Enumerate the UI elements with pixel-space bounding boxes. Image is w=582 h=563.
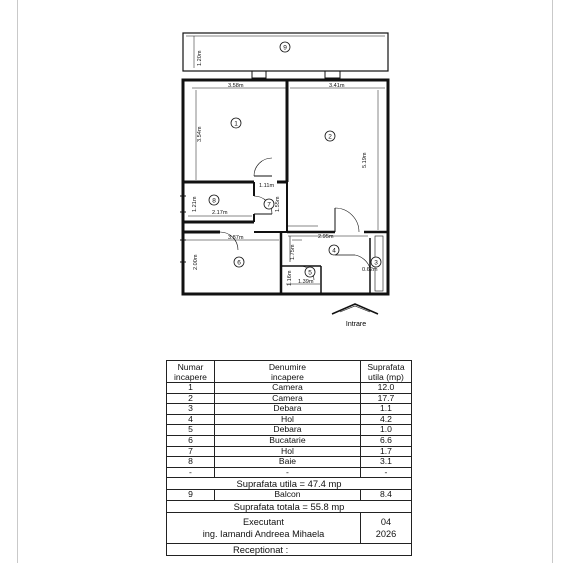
room-number-7: 7 (267, 201, 271, 209)
row-area: 4.2 (360, 414, 411, 425)
row-num: 4 (167, 414, 215, 425)
table-row (167, 393, 412, 404)
dim-room2-width: 3.41m (329, 83, 345, 89)
dim-hall7-width: 1.11m (259, 183, 275, 189)
row-num: - (167, 467, 215, 478)
row-num: 3 (167, 404, 215, 415)
date-cell (360, 512, 411, 543)
overall-total: Suprafata totala = 55.8 mp (167, 500, 412, 512)
row-name: - (214, 467, 360, 478)
dim-closet5-height: 1.16m (287, 270, 293, 286)
row-name: Balcon (214, 490, 360, 501)
table-row (167, 435, 412, 446)
row-name: Hol (214, 446, 360, 457)
room-number-6: 6 (237, 259, 241, 267)
row-name: Bucatarie (214, 435, 360, 446)
row-area: 8.4 (360, 490, 411, 501)
room-number-3: 3 (374, 259, 378, 267)
entrance-arrow-icon (332, 304, 378, 314)
dim-room1-width: 3.58m (228, 83, 244, 89)
row-num: 9 (167, 490, 215, 501)
dim-kitchen-height: 2.00m (193, 254, 199, 270)
row-name: Debara (214, 404, 360, 415)
receptionat-cell (167, 543, 412, 555)
dim-closet3-width: 0.62m (362, 267, 378, 273)
entrance-label: Intrare (345, 321, 367, 328)
row-num: 8 (167, 457, 215, 468)
dim-balcony-depth: 1.20m (197, 50, 203, 66)
row-num: 2 (167, 393, 215, 404)
executant-row (167, 512, 412, 543)
row-area: 1.0 (360, 425, 411, 436)
row-num: 6 (167, 435, 215, 446)
useful-total: Suprafata utila = 47.4 mp (167, 478, 412, 490)
table-row (167, 383, 412, 394)
table-row (167, 446, 412, 457)
header-room-number: Numar incapere (167, 361, 215, 383)
overall-total-row (167, 500, 412, 512)
header-room-area: Suprafata utila (mp) (360, 361, 411, 383)
room-number-2: 2 (328, 133, 332, 141)
room-legend-table (166, 360, 412, 556)
table-row (167, 490, 412, 501)
executant-label: Executant (243, 516, 284, 527)
date-year: 2026 (375, 528, 397, 539)
dim-hall7-height: 1.55m (275, 196, 281, 212)
row-name: Camera (214, 383, 360, 394)
row-area: 1.7 (360, 446, 411, 457)
row-name: Baie (214, 457, 360, 468)
dim-bath-height: 1.21m (192, 196, 198, 212)
dim-hall4-width: 2.95m (318, 234, 334, 240)
row-area: 1.1 (360, 404, 411, 415)
row-area: 6.6 (360, 435, 411, 446)
row-name: Camera (214, 393, 360, 404)
row-name: Hol (214, 414, 360, 425)
table-row (167, 467, 412, 478)
row-name: Debara (214, 425, 360, 436)
table-row (167, 425, 412, 436)
room-number-8: 8 (212, 197, 216, 205)
room-number-5: 5 (308, 269, 312, 277)
row-num: 7 (167, 446, 215, 457)
dim-room1-height: 3.54m (197, 126, 203, 142)
dim-hall4-height: 1.75m (290, 244, 296, 260)
table-row (167, 457, 412, 468)
room-number-1: 1 (234, 120, 238, 128)
row-area: 3.1 (360, 457, 411, 468)
dim-bath-width: 2.17m (212, 210, 228, 216)
table-row (167, 404, 412, 415)
row-area: 17.7 (360, 393, 411, 404)
row-num: 5 (167, 425, 215, 436)
receptionat-label: Receptionat : (233, 543, 289, 555)
dim-closet5-width: 1.39m (298, 279, 314, 285)
header-room-name: Denumire incapere (214, 361, 360, 383)
executant-cell (167, 512, 361, 543)
receptionat-row (167, 543, 412, 555)
date-month: 04 (380, 516, 392, 527)
row-num: 1 (167, 383, 215, 394)
dim-room2-height: 5.19m (362, 152, 368, 168)
executant-name: ing. Iamandi Andreea Mihaela (202, 528, 325, 539)
dim-kitchen-width: 3.87m (228, 235, 244, 241)
table-row (167, 414, 412, 425)
room-number-9: 9 (283, 44, 287, 52)
row-area: - (360, 467, 411, 478)
useful-total-row (167, 478, 412, 490)
row-area: 12.0 (360, 383, 411, 394)
room-number-4: 4 (332, 247, 336, 255)
legend-header-row (167, 361, 412, 383)
